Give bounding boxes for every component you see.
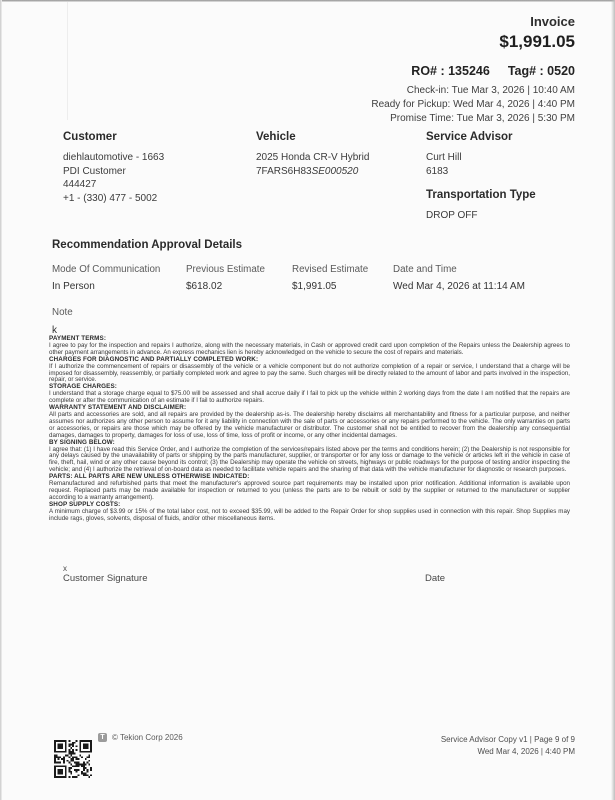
customer-signature-label: Customer Signature — [63, 573, 148, 584]
terms-body: I agree to pay for the inspection and repairs I authorize, along with the necessary materials, in Cash or approved credit card upon completion of the Repairs unless the Dealership agrees to other payment arrangements in advance. An express mechanics lien is hereby acknowledged on the vehicle to secure the cost of repairs and materials. — [49, 341, 570, 356]
checkin-time: Check-in: Tue Mar 3, 2026 | 10:40 AM — [406, 85, 575, 96]
terms-heading: CHARGES FOR DIAGNOSTIC AND PARTIALLY COMPLETED WORK: — [49, 355, 259, 363]
scan-edge-left — [0, 0, 2, 800]
note-label: Note — [52, 307, 73, 318]
terms-section — [49, 357, 570, 385]
tag-number: Tag# : 0520 — [507, 64, 575, 78]
terms-body: A minimum charge of $3.99 or 15% of the total labor cost, not to exceed $35.99, will be added to the Repair Order for shop supplies used in connection with this repair. Shop Supplies may include rags, gloves, solvents, disposal of fluids, and/or other miscellaneous items. — [49, 507, 570, 522]
vin-suffix: SE000520 — [311, 165, 359, 177]
terms-body: I understand that a storage charge equal to $75.00 will be assessed and shall accrue daily if I fail to pick up the vehicle within 2 working days from the date I am notified that the repairs are complete or after the communication of an estimate if I fail to authorize repairs. — [49, 390, 570, 405]
footer-print-info — [441, 734, 575, 758]
terms-section — [49, 336, 570, 357]
date-and-time-col — [393, 264, 573, 292]
terms-body: All parts and accessories are sold, and all repairs are provided by the dealership as-is. The dealership hereby disclaims all merchantability and fitness for a particular purpose, and neither assumes nor authorizes any other person to assume for it any liability in connection with the sale of parts or accessories or any repairs performed to the vehicle. The only warranties on parts or accessories, or repairs are those which may be offered by the vehicle manufacturer or distributor. The customer shall not be entitled to recover from the dealership any consequential damages, damages to property, damages for loss of use, loss of time, loss of profit or income, or any other incidental damages. — [49, 410, 570, 439]
customer-type: PDI Customer — [63, 165, 126, 177]
service-advisor-id: 6183 — [426, 165, 449, 177]
qr-code-icon — [54, 740, 92, 778]
previous-estimate-col — [186, 264, 292, 292]
service-advisor-name: Curt Hill — [426, 152, 462, 163]
terms-section — [49, 502, 570, 523]
terms-heading: BY SIGNING BELOW: — [49, 438, 115, 446]
date-and-time-label: Date and Time — [393, 264, 457, 275]
vehicle-vin — [256, 165, 421, 179]
customer-phone: +1 - (330) 477 - 5002 — [63, 192, 158, 204]
terms-body: I agree that: (1) I have read this Service Order, and I authorize the completion of the services/repairs listed above per the terms and conditions herein; (2) the Dealership is not responsible for any delays caused by the unavailability of parts or shipping by the parts manufacturer, supplier, or transporter or for any loss or damage to the vehicle or articles left in the vehicle in case of fire, theft, hail, wind or any other cause beyond its control; (3) the Dealership may operate the vehicle on streets, highways or public roadways for the purpose of testing and/or inspecting the vehicle; and (4) I authorize the retrieval of on-board data as needed to facilitate vehicle repairs and the sharing of that data with the vehicle manufacturer for diagnostic or research purposes. — [49, 445, 570, 474]
terms-heading: PARTS: ALL PARTS ARE NEW UNLESS OTHERWISE INDICATED: — [49, 473, 250, 481]
tekion-branding — [98, 733, 183, 742]
terms-body: If I authorize the commencement of repairs or disassembly of the vehicle or a vehicle component but do not authorize completion of a repair or service, I understand that a charge will be imposed for disassembly, reassembly, or partially completed work and agree to pay the same. Such charges will be directly related to the amount of labor and parts involved in the inspection, repair, or service. — [49, 362, 570, 384]
previous-estimate-value: $618.02 — [186, 281, 223, 292]
recommendation-row — [52, 264, 573, 292]
copy-page-info: Service Advisor Copy v1 | Page 9 of 9 — [440, 735, 575, 744]
invoice-header — [371, 14, 575, 126]
signature-mark: x — [63, 564, 67, 573]
transportation-value: DROP OFF — [426, 210, 478, 221]
date-label: Date — [425, 573, 446, 584]
mode-of-communication-col — [52, 264, 186, 292]
terms-section — [49, 474, 570, 502]
printed-datetime: Wed Mar 4, 2026 | 4:40 PM — [477, 747, 575, 756]
terms-heading: SHOP SUPPLY COSTS: — [49, 500, 121, 508]
mode-of-communication-value: In Person — [52, 281, 95, 292]
signature-section — [63, 564, 575, 587]
service-advisor-heading: Service Advisor — [426, 131, 513, 143]
recommendation-title: Recommendation Approval Details — [52, 239, 243, 251]
mode-of-communication-label: Mode Of Communication — [52, 264, 161, 275]
promise-time: Promise Time: Tue Mar 3, 2026 | 5:30 PM — [390, 113, 575, 124]
customer-block — [63, 131, 243, 205]
vehicle-model: 2025 Honda CR-V Hybrid — [256, 152, 370, 163]
invoice-amount: $1,991.05 — [499, 32, 575, 51]
terms-heading: WARRANTY STATEMENT AND DISCLAIMER: — [49, 404, 187, 412]
terms-section — [49, 440, 570, 475]
tekion-logo-icon: T — [98, 733, 107, 742]
invoice-title: Invoice — [530, 14, 575, 29]
terms-section — [49, 405, 570, 440]
vin-prefix: 7FARS6H83 — [256, 165, 312, 177]
note-value: k — [52, 325, 57, 336]
scan-edge-top — [0, 0, 615, 2]
vehicle-block — [256, 131, 421, 178]
service-advisor-block — [426, 131, 586, 223]
tekion-copyright: © Tekion Corp 2026 — [112, 733, 183, 742]
revised-estimate-value: $1,991.05 — [292, 281, 337, 292]
revised-estimate-col — [292, 264, 393, 292]
ro-tag-line — [371, 64, 575, 78]
customer-id: 444427 — [63, 179, 97, 190]
previous-estimate-label: Previous Estimate — [186, 264, 265, 275]
revised-estimate-label: Revised Estimate — [292, 264, 369, 275]
scan-edge-right — [611, 0, 615, 800]
vehicle-heading: Vehicle — [256, 131, 296, 143]
transportation-heading: Transportation Type — [426, 189, 536, 201]
date-and-time-value: Wed Mar 4, 2026 at 11:14 AM — [393, 281, 525, 292]
terms-heading: PAYMENT TERMS: — [49, 335, 107, 342]
terms-heading: STORAGE CHARGES: — [49, 383, 117, 391]
ready-for-pickup-time: Ready for Pickup: Wed Mar 4, 2026 | 4:40 PM — [371, 99, 575, 110]
customer-name: diehlautomotive - 1663 — [63, 152, 165, 163]
ro-number: RO# : 135246 — [411, 64, 490, 78]
recommendation-section — [52, 239, 573, 336]
scan-fold-line — [67, 2, 68, 120]
terms-section — [49, 384, 570, 405]
terms-list — [49, 336, 570, 522]
note-block — [52, 307, 573, 336]
customer-heading: Customer — [63, 131, 117, 143]
terms-body: Remanufactured and refurbished parts that meet the manufacturer's approved source part requirements may be installed upon prior notification. Additional information is available upon request. Replaced parts may be made available for inspection or returned to you (unless the parts are to be rebuilt or sold by the supplier or returned to the manufacturer or supplier according to a warranty arrangement). — [49, 480, 570, 501]
